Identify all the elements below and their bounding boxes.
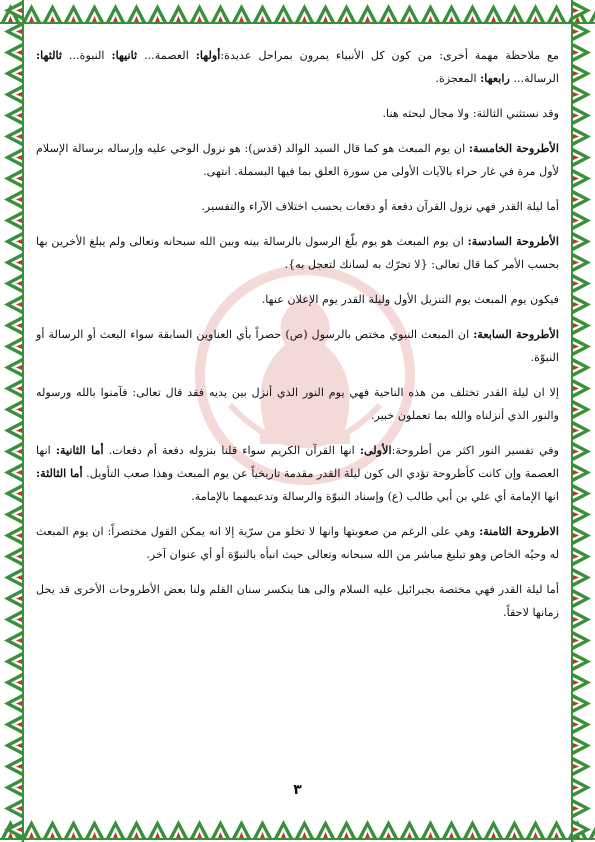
paragraph-text: إلا ان ليلة القدر تختلف من هذه الناحية فهي يوم النور الذي أنزل بين يديه فقد قال تعالى: فآمنوا بالله ورسوله والنور الذي أنزلناه والله بما تعملون خبير. (36, 386, 559, 422)
paragraph-text: وقد نستثني الثالثة: ولا مجال لبحثه هنا. (382, 107, 559, 120)
paragraph-text: انها العصمة وإن كانت كأطروحة تؤدي الى كون ليلة القدر مقدمة تاريخياً عن يوم المبعث وهذا صعب التأويل. (36, 444, 559, 480)
page-number: ٣ (293, 782, 302, 798)
bold-heading-text: رابعها: (480, 71, 510, 85)
border-left-ornament (0, 0, 26, 842)
paragraph-text: وهي على الرغم من صعوبتها وانها لا تخلو من سرّية إلا انه يمكن القول مختصراً: ان يوم المبعث له وحيُه الخاص وهو تبليغ مباشر من الله سبحانه وتعالى حيث انبأه بالنبوّة أو أي عنوان آخر. (36, 525, 559, 561)
bold-heading-text: أما الثانية: (55, 443, 104, 457)
bold-heading-text: ثانيها: (111, 48, 138, 62)
paragraph (36, 44, 559, 90)
paragraph-text: وفي تفسير النور اكثر من أطروحة: (391, 444, 560, 457)
bold-heading-text: الأطروحة السادسة: (467, 234, 559, 248)
paragraph-text: ان يوم المبعث هو كما قال السيد الوالد (قدس): هو نزول الوحي عليه وإرساله برسالة الإسلام لأول مرة في غار حراء بالآيات الأولى من سورة العلق بما فيها البسملة. انتهى. (36, 142, 559, 178)
paragraph-text: أما ليلة القدر فهي مختصة بجبرائيل عليه السلام والى هنا ينكسر سنان القلم ولنا بعض الأطروحات الأخرى قد يحل زمانها لاحقاً. (36, 583, 559, 619)
bold-heading-text: الاطروحة الثامنة: (479, 524, 559, 538)
paragraph-text: فيكون يوم المبعث يوم التنزيل الأول وليلة القدر يوم الإعلان عنها. (261, 293, 559, 306)
paragraph-text: المعجزة. (435, 72, 481, 85)
bold-heading-text: الأطروحة السابعة: (473, 327, 559, 341)
paragraph-text: انها الإمامة أي علي بن أبي طالب (ع) وإسناد النبوّة والرسالة وتدعيمهما بالإمامة. (191, 490, 559, 503)
paragraph (36, 288, 559, 311)
bold-heading-text: أما الثالثة: (36, 466, 83, 480)
paragraph-text: انها القرآن الكريم سواء قلنا بنزوله دفعة أم دفعات. (103, 444, 360, 457)
bold-heading-text: الأولى: (359, 443, 392, 457)
paragraph-text: النبوة... (62, 49, 112, 62)
border-bottom-ornament (0, 816, 595, 842)
bold-heading-text: أولها: (195, 48, 221, 62)
paragraph (36, 520, 559, 566)
paragraph-text: ان يوم المبعث هو يوم بلّغ الرسول بالرسالة بينه وبين الله سبحانه وتعالى ولم يبلغ الأخرين بها بحسب الأمر كما قال تعالى: {لا تحرّك به لسانك لتعجل به}. (36, 235, 559, 271)
paragraph (36, 578, 559, 624)
paragraph-text: الرسالة... (509, 72, 559, 85)
paragraph-text: ان المبعث النبوي مختص بالرسول (ص) حصراً بأي العناوين السابقة سواء البعث أو الرسالة أو النبوّة. (36, 328, 559, 364)
paragraph-text: مع ملاحظة مهمة أخرى: من كون كل الأنبياء يمرون بمراحل عديدة: (220, 49, 560, 62)
page-body (36, 44, 559, 802)
paragraph (36, 439, 559, 508)
border-right-ornament (569, 0, 595, 842)
bold-heading-text: الأطروحة الخامسة: (468, 141, 559, 155)
paragraph (36, 137, 559, 183)
paragraph (36, 323, 559, 369)
paragraph (36, 230, 559, 276)
bold-heading-text: ثالثها: (36, 48, 63, 62)
paragraph-text: أما ليلة القدر فهي نزول القرآن دفعة أو دفعات بحسب اختلاف الآراء والتفسير. (201, 200, 559, 213)
paragraph (36, 102, 559, 125)
border-top-ornament (0, 0, 595, 26)
paragraph (36, 381, 559, 427)
paragraph (36, 195, 559, 218)
paragraph-text: العصمة... (137, 49, 196, 62)
